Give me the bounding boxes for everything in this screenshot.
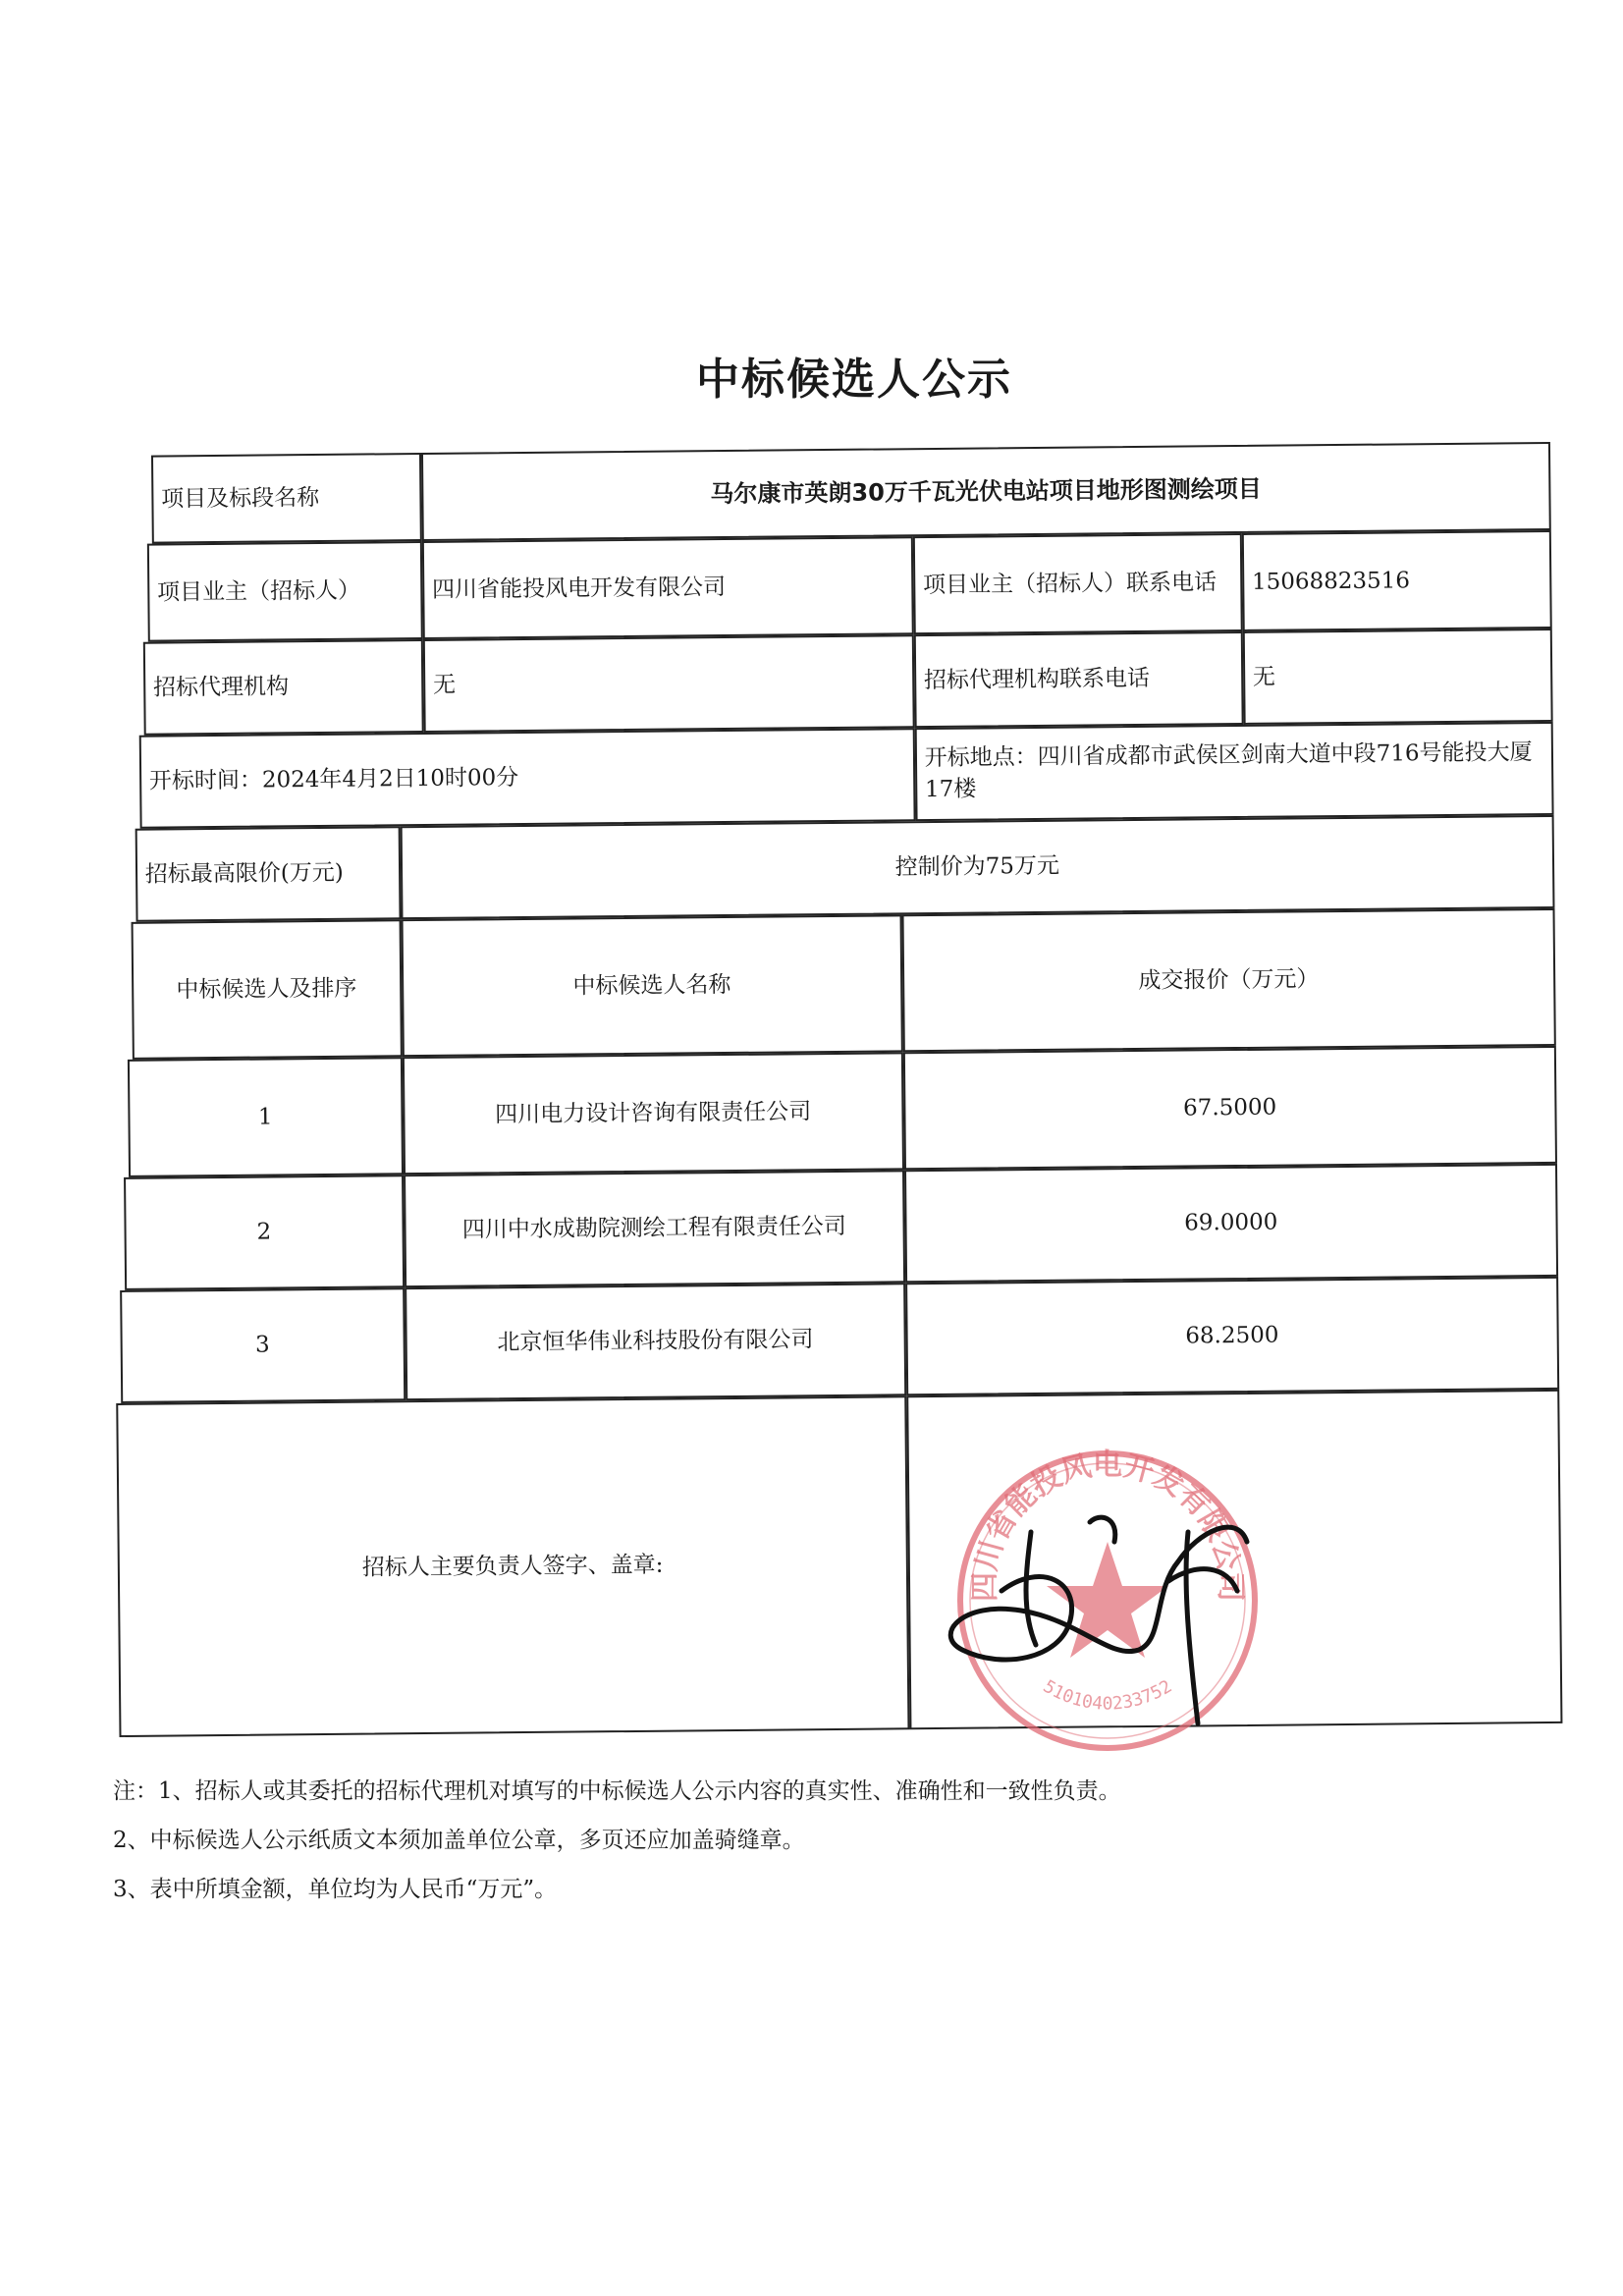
agency-phone-label: 招标代理机构联系电话 <box>914 631 1244 728</box>
sign-area <box>906 1390 1562 1729</box>
page-title: 中标候选人公示 <box>696 355 1012 405</box>
seal-code: 5101040233752 <box>1039 1675 1176 1715</box>
table-row-name: 四川电力设计咨询有限责任公司 <box>403 1052 904 1175</box>
note-1: 注：1、招标人或其委托的招标代理机对填写的中标候选人公示内容的真实性、准确性和一致性负责。 <box>113 1778 1121 1804</box>
max-price-value: 控制价为75万元 <box>400 815 1554 919</box>
owner-phone-value: 15068823516 <box>1242 530 1552 631</box>
agency-value: 无 <box>423 634 915 733</box>
project-label: 项目及标段名称 <box>151 453 422 544</box>
table-row-price: 68.2500 <box>905 1277 1559 1395</box>
header-name: 中标候选人名称 <box>401 914 902 1057</box>
table-row-rank: 2 <box>124 1175 405 1290</box>
owner-phone-label: 项目业主（招标人）联系电话 <box>913 533 1243 634</box>
max-price-label: 招标最高限价(万元) <box>135 826 401 922</box>
seal-text: 四川省能投风电开发有限公司 <box>967 1448 1248 1602</box>
agency-phone-value: 无 <box>1243 629 1553 725</box>
note-3: 3、表中所填金额，单位均为人民币“万元”。 <box>113 1877 558 1902</box>
table-row-price: 67.5000 <box>903 1046 1557 1170</box>
note-2: 2、中标候选人公示纸质文本须加盖单位公章，多页还应加盖骑缝章。 <box>113 1828 805 1853</box>
notes <box>113 1776 1546 1923</box>
table-row-name: 北京恒华伟业科技股份有限公司 <box>405 1283 906 1400</box>
bid-candidate-table <box>113 443 1564 1745</box>
open-time: 开标时间：2024年4月2日10时00分 <box>138 728 915 829</box>
table-row-rank: 3 <box>120 1287 406 1403</box>
project-value: 马尔康市英朗30万千瓦光伏电站项目地形图测绘项目 <box>421 442 1551 541</box>
open-place: 开标地点：四川省成都市武侯区剑南大道中段716号能投大厦17楼 <box>914 722 1553 821</box>
owner-label: 项目业主（招标人） <box>147 541 423 642</box>
table-row-name: 四川中水成勘院测绘工程有限责任公司 <box>404 1170 905 1287</box>
agency-label: 招标代理机构 <box>143 639 424 736</box>
table-row-price: 69.0000 <box>904 1164 1558 1283</box>
table-row-rank: 1 <box>128 1057 404 1177</box>
owner-value: 四川省能投风电开发有限公司 <box>422 536 914 639</box>
header-price: 成交报价（万元） <box>901 908 1555 1052</box>
sign-label: 招标人主要负责人签字、盖章: <box>116 1395 909 1737</box>
header-rank: 中标候选人及排序 <box>131 919 402 1060</box>
